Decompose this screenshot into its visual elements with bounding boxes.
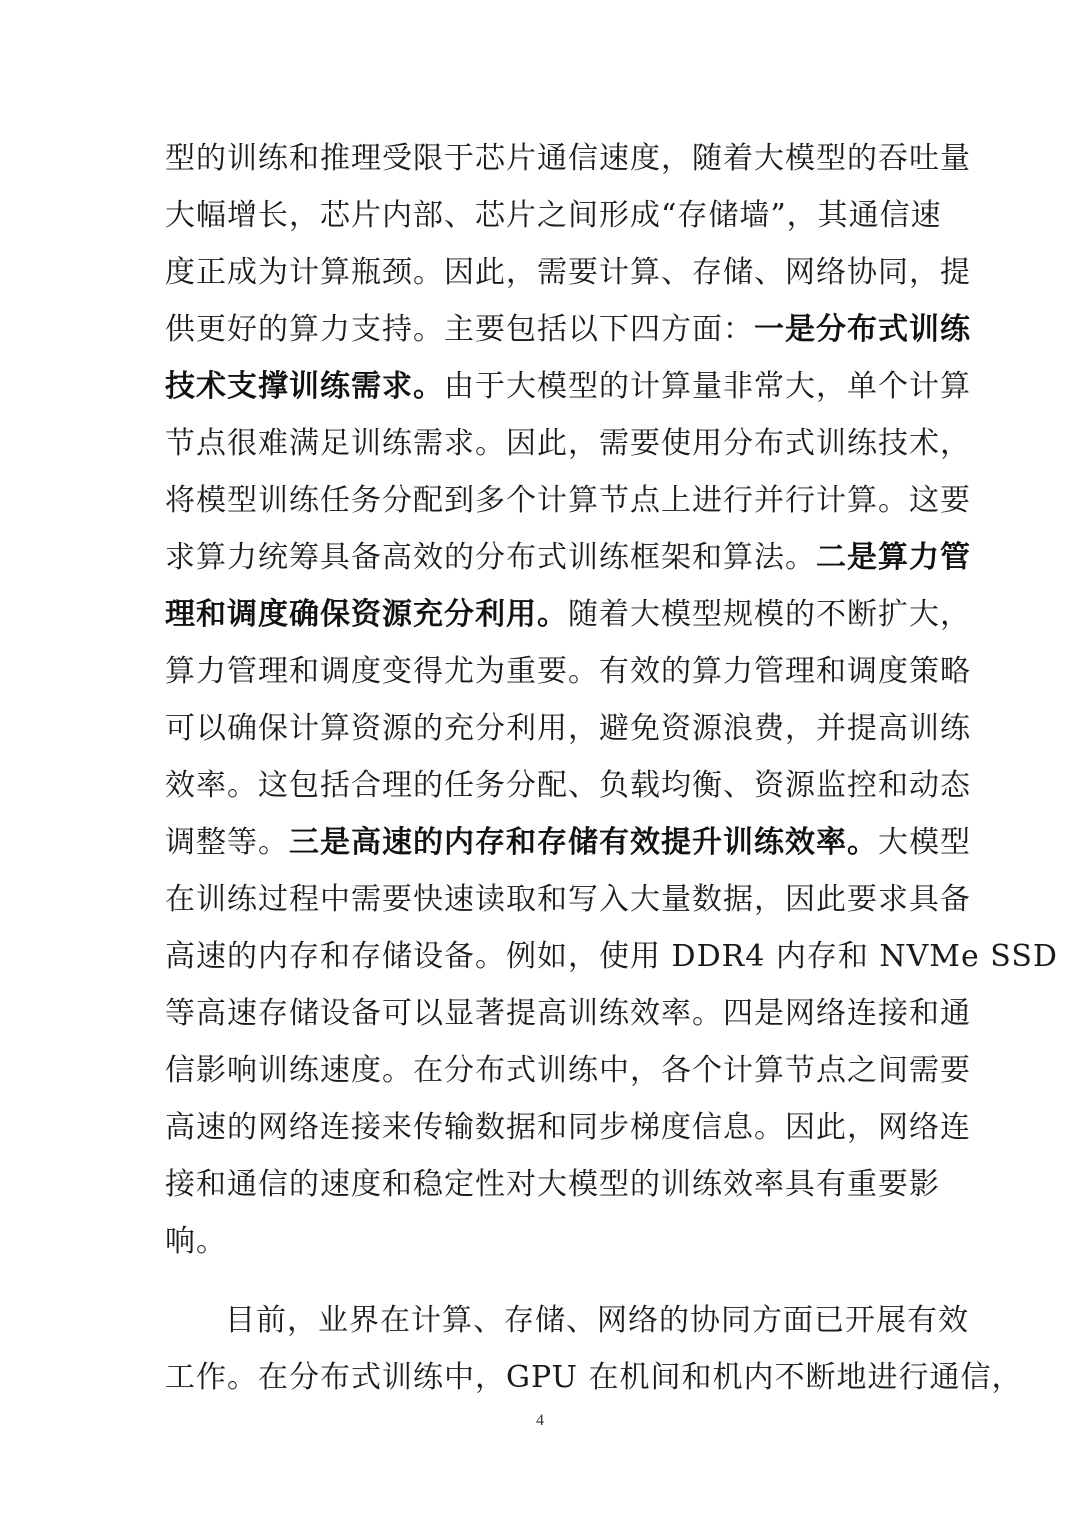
text-line xyxy=(165,1099,971,1156)
text-run: 工作。在分布式训练中，GPU 在机间和机内不断地进行通信， xyxy=(165,1360,1023,1395)
text-run: 由于大模型的计算量非常大，单个计算 xyxy=(444,369,971,404)
text-line xyxy=(165,1156,940,1213)
text-run: 供更好的算力支持。主要包括以下四方面： xyxy=(165,312,754,347)
text-run: 求算力统筹具备高效的分布式训练框架和算法。 xyxy=(165,540,816,575)
text-line xyxy=(165,529,971,586)
text-run: 将模型训练任务分配到多个计算节点上进行并行计算。这要 xyxy=(165,483,971,518)
text-line xyxy=(165,985,971,1042)
text-run: 目前，业界在计算、存储、网络的协同方面已开展有效 xyxy=(225,1303,969,1338)
text-line xyxy=(165,1213,917,1270)
text-run: 高速的网络连接来传输数据和同步梯度信息。因此，网络连 xyxy=(165,1110,971,1145)
text-line xyxy=(165,130,971,187)
text-line xyxy=(165,871,971,928)
text-line xyxy=(165,700,971,757)
text-line xyxy=(165,757,971,814)
page-number: 4 xyxy=(536,1412,544,1429)
text-line xyxy=(165,1349,1023,1406)
text-run: 节点很难满足训练需求。因此，需要使用分布式训练技术， xyxy=(165,426,971,461)
paragraph-gap xyxy=(165,1270,917,1292)
text-run: 可以确保计算资源的充分利用，避免资源浪费，并提高训练 xyxy=(165,711,971,746)
text-line xyxy=(165,928,1058,985)
text-line xyxy=(165,415,971,472)
bold-text-run: 三是高速的内存和存储有效提升训练效率。 xyxy=(289,825,878,860)
text-run: 随着大模型规模的不断扩大， xyxy=(568,597,971,632)
text-line xyxy=(165,814,971,871)
text-run: 高速的内存和存储设备。例如，使用 DDR4 内存和 NVMe SSD xyxy=(165,939,1058,974)
text-line xyxy=(165,244,971,301)
text-run: 大幅增长，芯片内部、芯片之间形成“存储墙”，其通信速 xyxy=(165,198,942,233)
body-text xyxy=(165,130,1058,1406)
text-run: 响。 xyxy=(165,1224,227,1259)
text-line xyxy=(165,1292,969,1349)
bold-text-run: 技术支撑训练需求。 xyxy=(165,369,444,404)
bold-text-run: 理和调度确保资源充分利用。 xyxy=(165,597,568,632)
text-line xyxy=(165,1042,971,1099)
bold-text-run: 二是算力管 xyxy=(816,540,971,575)
text-run: 效率。这包括合理的任务分配、负载均衡、资源监控和动态 xyxy=(165,768,971,803)
text-run: 型的训练和推理受限于芯片通信速度，随着大模型的吞吐量 xyxy=(165,141,971,176)
text-run: 算力管理和调度变得尤为重要。有效的算力管理和调度策略 xyxy=(165,654,971,689)
text-line xyxy=(165,586,971,643)
text-line xyxy=(165,358,971,415)
text-run: 信影响训练速度。在分布式训练中，各个计算节点之间需要 xyxy=(165,1053,971,1088)
text-line xyxy=(165,301,971,358)
text-run: 大模型 xyxy=(878,825,971,860)
text-run: 等高速存储设备可以显著提高训练效率。四是网络连接和通 xyxy=(165,996,971,1031)
bold-text-run: 一是分布式训练 xyxy=(754,312,971,347)
text-run: 度正成为计算瓶颈。因此，需要计算、存储、网络协同，提 xyxy=(165,255,971,290)
text-line xyxy=(165,643,971,700)
text-line xyxy=(165,472,971,529)
text-line xyxy=(165,187,942,244)
text-run: 调整等。 xyxy=(165,825,289,860)
text-run: 在训练过程中需要快速读取和写入大量数据，因此要求具备 xyxy=(165,882,971,917)
text-run: 接和通信的速度和稳定性对大模型的训练效率具有重要影 xyxy=(165,1167,940,1202)
